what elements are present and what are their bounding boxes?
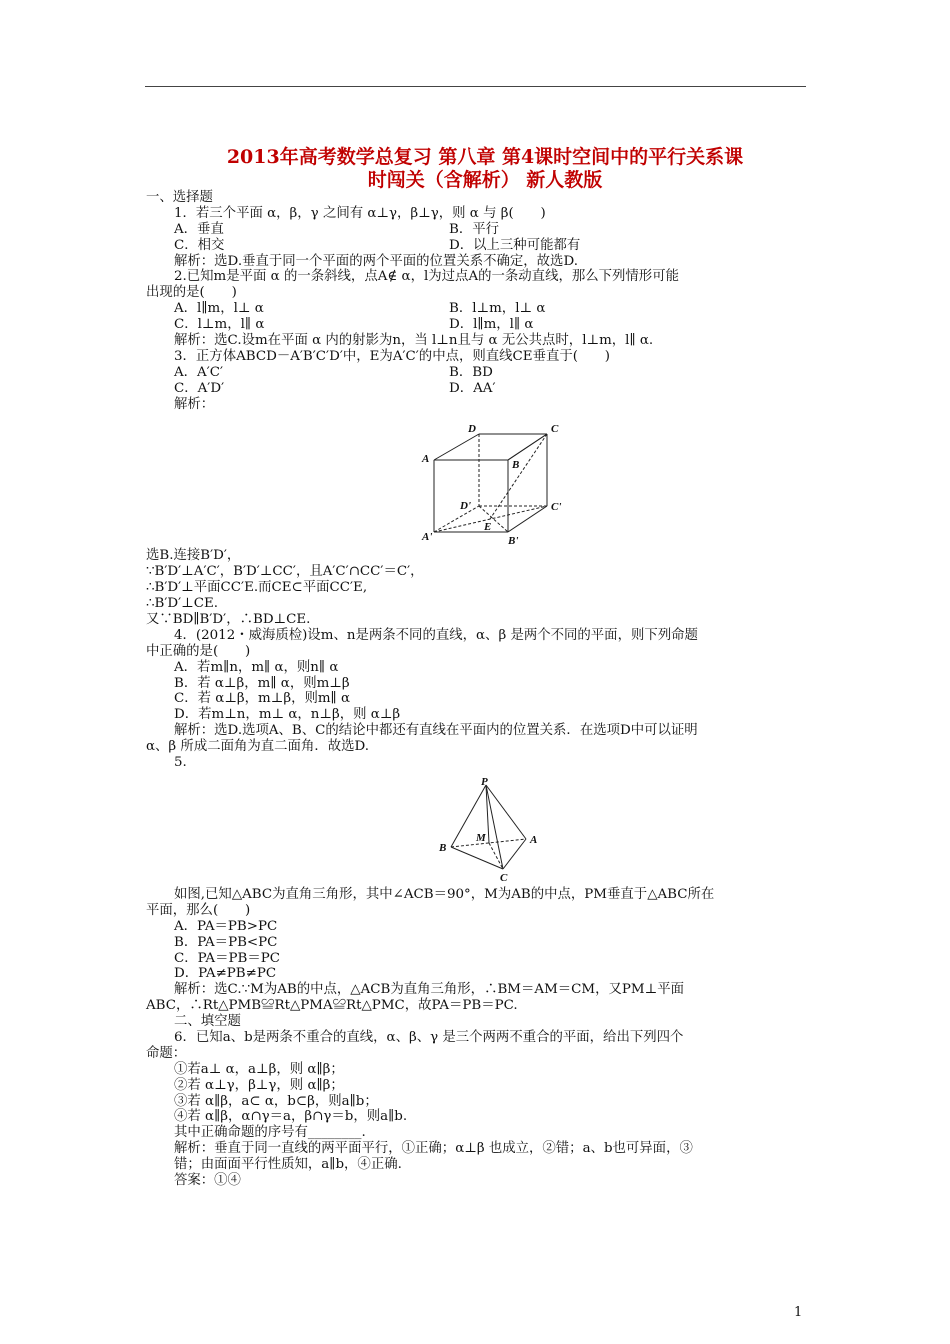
q3-analysis-label: 解析： [174, 396, 215, 412]
q3-solution-4: ∴B′D′⊥CE. [146, 596, 219, 612]
title-line-2: 时闯关（含解析） 新人教版 [367, 169, 603, 191]
q4-stem-1: 4．(2012・威海质检)设m、n是两条不同的直线，α、β 是两个不同的平面，则下列命题 [174, 627, 698, 643]
page-number: 1 [794, 1305, 803, 1320]
q4-option-a: A．若m∥n，m∥ α，则n∥ α [174, 659, 339, 675]
segment-mc [489, 843, 503, 869]
q2-option-a: A．l∥m，l⊥ α [174, 301, 264, 317]
q5-option-a: A．PA＝PB>PC [174, 918, 278, 934]
q5-option-b: B．PA＝PB<PC [174, 934, 278, 950]
q3-options-row1 [174, 365, 810, 381]
header-rule [145, 86, 806, 87]
q3-stem: 3．正方体ABCD－A′B′C′D′中，E为A′C′的中点，则直线CE垂直于( ) [174, 348, 610, 364]
label-a: A [530, 833, 538, 846]
q3-solution-3: ∴B′D′⊥平面CC′E.而CE⊂平面CC′E, [146, 580, 368, 596]
q6-stem-1: 6．已知a、b是两条不重合的直线，α、β、γ 是三个两两不重合的平面，给出下列四个 [174, 1029, 684, 1045]
label-d1: D' [460, 500, 471, 513]
q1-option-a: A．垂直 [174, 221, 224, 237]
label-p: P [481, 776, 488, 788]
cube-figure [174, 418, 810, 546]
q4-option-d: D．若m⊥n，m⊥ α，n⊥β，则 α⊥β [174, 707, 401, 723]
q3-solution-5: 又∵BD∥B′D′，∴BD⊥CE. [146, 612, 311, 628]
cube-edge [434, 434, 479, 460]
q1-option-b: B．平行 [449, 221, 500, 237]
q2-options-row2 [174, 317, 810, 333]
label-b: B [512, 459, 520, 472]
q1-option-c: C．相交 [174, 237, 225, 253]
q3-options-row2 [174, 381, 810, 397]
document-body [146, 190, 810, 1189]
q5-option-d: D．PA≠PB≠PC [174, 966, 277, 982]
q4-analysis-1: 解析：选D.选项A、B、C的结论中都还有直线在平面内的位置关系．在选项D中可以证明 [174, 723, 698, 739]
q6-proposition-3: ③若 α∥β，a⊂ α，b⊂β，则a∥b； [174, 1093, 378, 1109]
q5-option-c: C．PA＝PB＝PC [174, 950, 280, 966]
q6-analysis-2: 错；由面面平行性质知，a∥b，④正确. [174, 1157, 402, 1173]
q5-analysis-2: ABC，∴Rt△PMB≌Rt△PMA≌Rt△PMC，故PA＝PB＝PC. [146, 998, 518, 1014]
q2-option-c: C．l⊥m，l∥ α [174, 317, 265, 333]
triangle-edge-ca [503, 839, 526, 869]
q2-options-row1 [174, 301, 810, 317]
label-b: B [439, 841, 447, 854]
q2-option-d: D．l∥m，l∥ α [449, 317, 534, 333]
q2-stem-1: 2.已知m是平面 α 的一条斜线，点A∉ α，l为过点A的一条动直线，那么下列情形可能 [174, 269, 679, 285]
q1-option-d: D．以上三种可能都有 [449, 237, 581, 253]
title-line-1: 2013年高考数学总复习 第八章 第4课时空间中的平行关系课 [226, 146, 744, 168]
section-heading: 二、填空题 [174, 1014, 241, 1030]
q6-ask: 其中正确命题的序号有________. [174, 1125, 366, 1141]
q3-option-d: D．AA′ [449, 380, 496, 396]
q5-stem-1: 如图,已知△ABC为直角三角形，其中∠ACB＝90°，M为AB的中点，PM垂直于△ABC所在 [174, 886, 715, 902]
label-d: D [468, 423, 476, 436]
q4-option-c: C．若 α⊥β，m⊥β，则m∥ α [174, 691, 351, 707]
q2-stem-2: 出现的是( ) [146, 285, 237, 301]
q3-option-b: B．BD [449, 364, 493, 380]
label-a1: A' [422, 531, 433, 544]
cube-hidden-edge [434, 506, 479, 532]
q6-answer: 答案：①④ [174, 1172, 241, 1188]
pyramid-edge-pa [486, 785, 526, 839]
q3-solution-2: ∵B′D′⊥A′C′，B′D′⊥CC′，且A′C′∩CC′＝C′， [146, 564, 424, 580]
q6-proposition-2: ②若 α⊥γ，β⊥γ，则 α∥β； [174, 1077, 344, 1093]
q6-analysis-1: 解析：垂直于同一直线的两平面平行，①正确；α⊥β 也成立，②错；a、b也可异面，③ [174, 1141, 693, 1157]
label-a: A [422, 453, 430, 466]
q3-option-c: C．A′D′ [174, 380, 225, 396]
label-c: C [500, 871, 508, 884]
label-c1: C' [551, 501, 562, 514]
q1-analysis: 解析：选D.垂直于同一个平面的两个平面的位置关系不确定，故选D. [174, 253, 578, 269]
section-heading: 一、选择题 [146, 190, 213, 205]
cube-line-ce [490, 434, 547, 519]
q4-analysis-2: α、β 所成二面角为直二面角．故选D. [146, 739, 370, 755]
pyramid-figure [174, 777, 810, 885]
q6-proposition-4: ④若 α∥β，α∩γ＝a，β∩γ＝b，则a∥b. [174, 1109, 408, 1125]
label-m: M [476, 831, 486, 844]
cube-edge [508, 506, 547, 532]
q4-option-b: B．若 α⊥β，m∥ α，则m⊥β [174, 675, 350, 691]
q1-stem: 1．若三个平面 α，β，γ 之间有 α⊥γ，β⊥γ，则 α 与 β( ) [174, 205, 546, 221]
label-b1: B' [508, 535, 519, 547]
triangle-edge-bc [451, 847, 503, 869]
q2-option-b: B．l⊥m，l⊥ α [449, 301, 546, 317]
q2-analysis: 解析：选C.设m在平面 α 内的射影为n，当 l⊥n且与 α 无公共点时，l⊥m，l∥ α. [174, 333, 654, 349]
label-c: C [551, 423, 559, 436]
cube-diagonal [508, 434, 547, 460]
label-e: E [484, 521, 492, 534]
document-title [160, 146, 810, 192]
q4-stem-2: 中正确的是( ) [146, 643, 251, 659]
q3-solution-1: 选B.连接B′D′， [146, 548, 241, 564]
q1-options-row1 [174, 222, 810, 238]
q5-analysis-1: 解析：选C.∵M为AB的中点，△ACB为直角三角形，∴BM＝AM＝CM，又PM⊥平面 [174, 982, 685, 998]
q1-options-row2 [174, 238, 810, 254]
q6-proposition-1: ①若a⊥ α，a⊥β，则 α∥β； [174, 1061, 344, 1077]
q3-option-a: A．A′C′ [174, 364, 224, 380]
q6-stem-2: 命题： [146, 1045, 187, 1061]
q5-number: 5. [174, 755, 187, 771]
q5-stem-2: 平面，那么( ) [146, 902, 251, 918]
